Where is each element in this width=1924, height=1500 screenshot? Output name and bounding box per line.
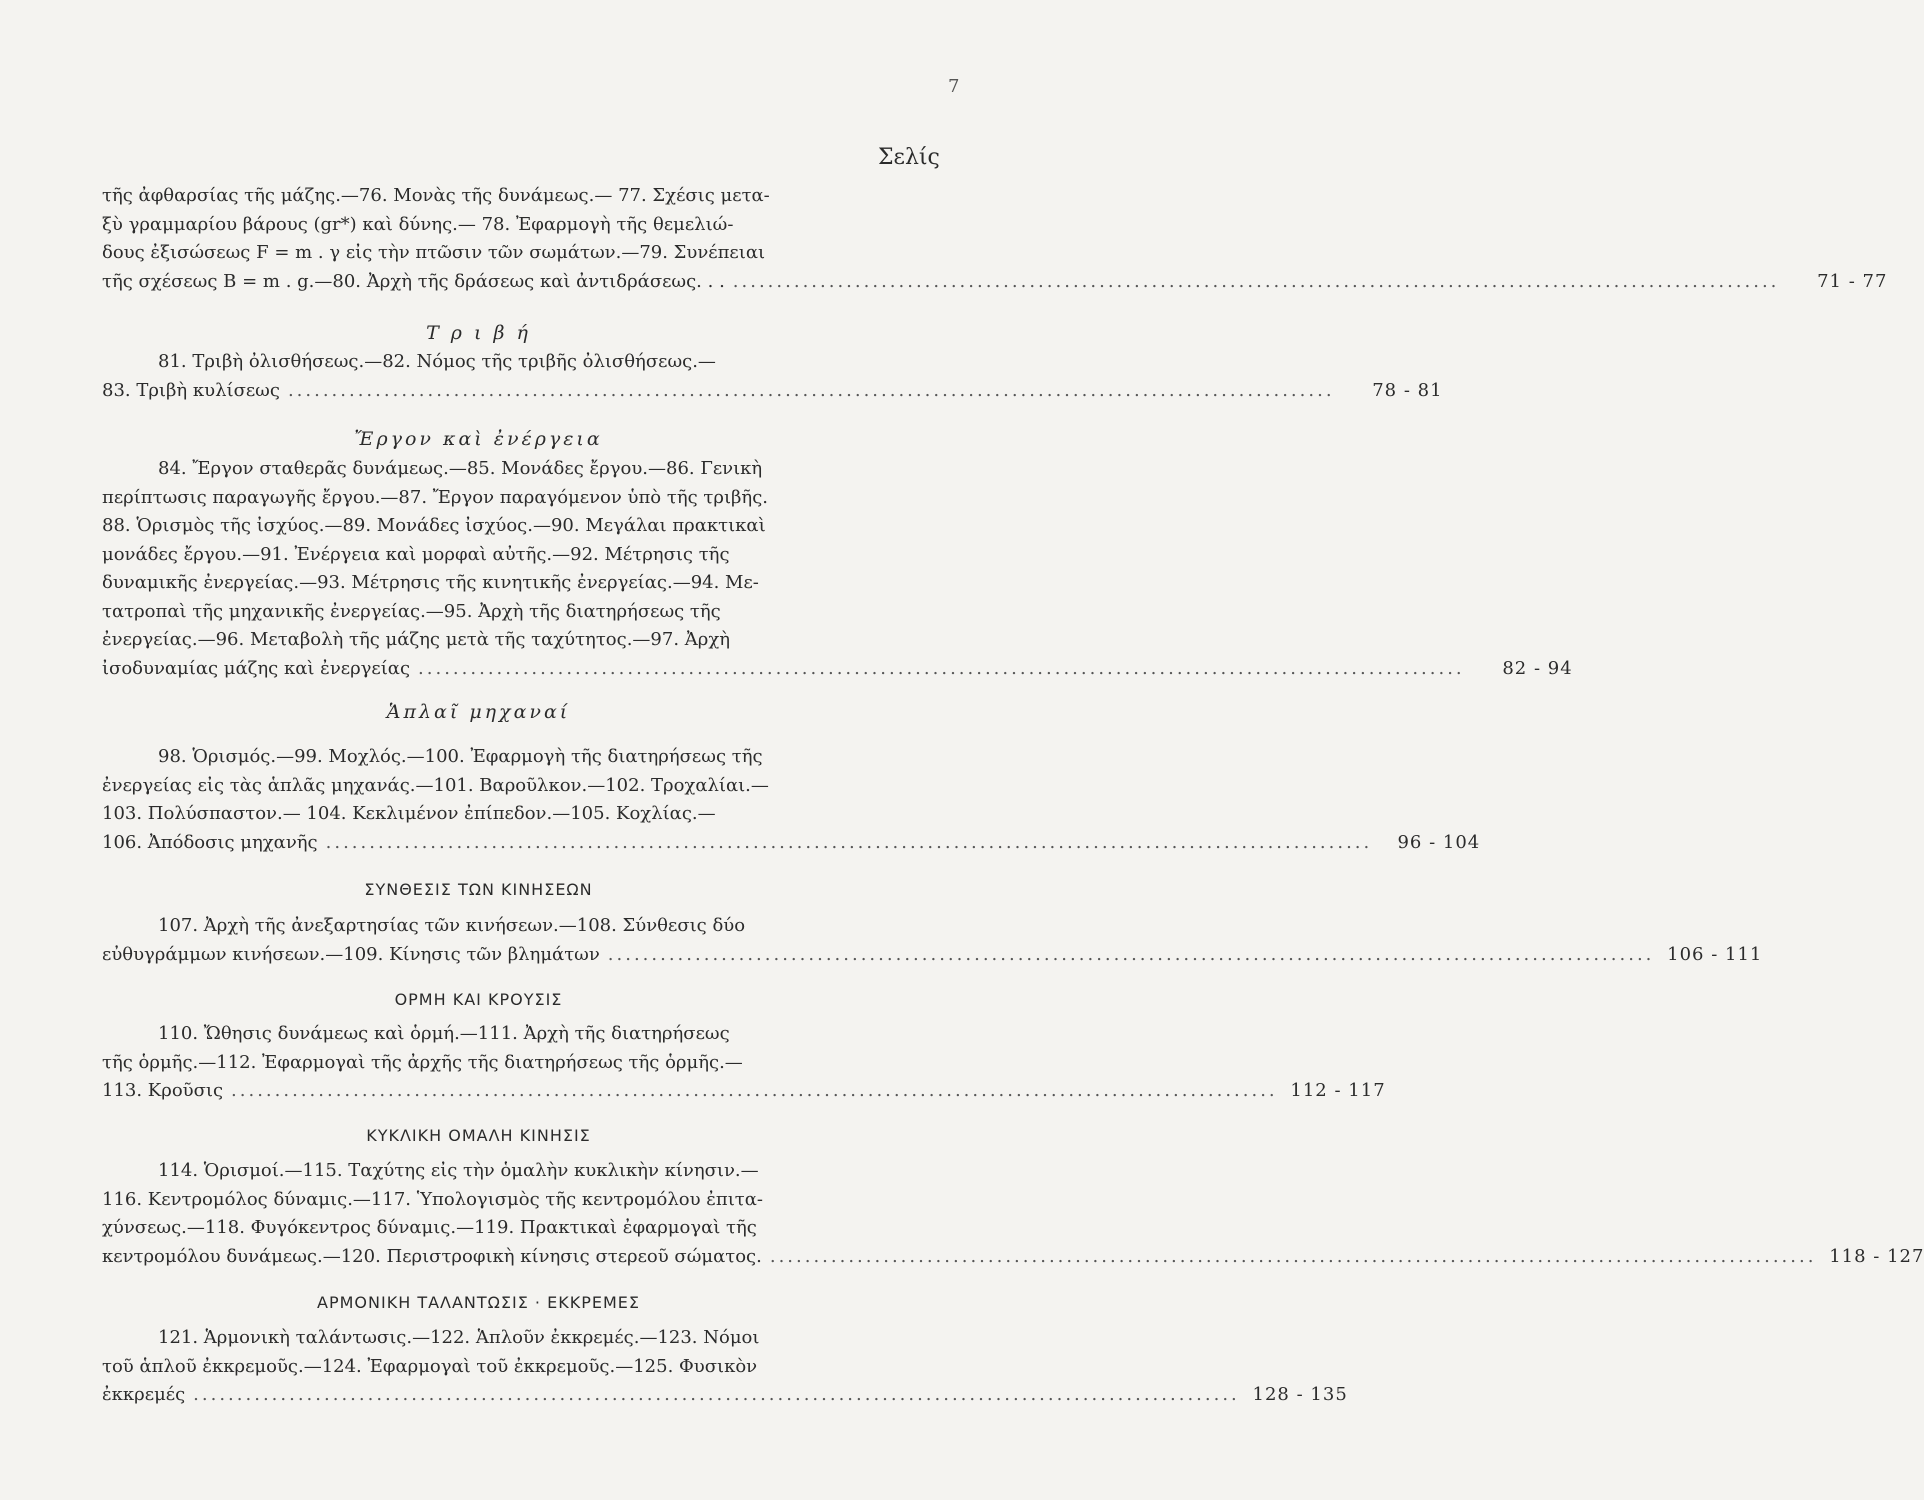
entry-line: εὐθυγράμμων κινήσεων.—109. Κίνησις τῶν βλημάτων [102,943,600,965]
pages-column-header: Σελίς [878,145,940,170]
dot-leader: ........................................................................................................................ [418,657,1465,679]
entry-last-line [102,1243,1924,1272]
entry-line: 110. Ὤθησις δυνάμεως καὶ ὁρμή.—111. Ἀρχὴ τῆς διατηρήσεως [158,1023,730,1044]
page-number: 7 [948,76,960,97]
entry-line: 81. Τριβὴ ὀλισθήσεως.—82. Νόμος τῆς τριβῆς ὀλισθήσεως.— [158,351,716,372]
entry-line: κεντρομόλου δυνάμεως.—120. Περιστροφικὴ κίνησις στερεοῦ σώματος. [102,1245,762,1267]
entry-line: 113. Κροῦσις [102,1080,224,1101]
entry-line: τῆς σχέσεως B = m . g.—80. Ἀρχὴ τῆς δράσεως καὶ ἀντιδράσεως. . . [102,270,725,292]
entry-line: δυναμικῆς ἐνεργείας.—93. Μέτρησις τῆς κινητικῆς ἐνεργείας.—94. Με- [102,572,759,593]
entry-line: 116. Κεντρομόλος δύναμις.—117. Ὑπολογισμὸς τῆς κεντρομόλου ἐπιτα- [102,1188,763,1210]
section-heading-tribi: Τ ρ ι β ή [426,322,531,344]
entry-line: ἐκκρεμές [102,1384,186,1405]
toc-entry-107-109 [102,912,1763,969]
toc-entry-81-83 [102,348,1443,405]
toc-entry-114-120 [102,1157,1924,1271]
entry-line: 84. Ἔργον σταθερᾶς δυνάμεως.—85. Μονάδες ἔργου.—86. Γενικὴ [158,458,763,479]
entry-line: 83. Τριβὴ κυλίσεως [102,379,280,401]
entry-line: 106. Ἀπόδοσις μηχανῆς [102,831,318,853]
entry-line: 114. Ὁρισμοί.—115. Ταχύτης εἰς τὴν ὁμαλὴν κυκλικὴν κίνησιν.— [158,1160,759,1181]
toc-entry-76-80 [102,182,1888,296]
entry-line: ἰσοδυναμίας μάζης καὶ ἐνεργείας [102,657,411,679]
entry-line: 107. Ἀρχὴ τῆς ἀνεξαρτησίας τῶν κινήσεων.—108. Σύνθεσις δύο [158,915,746,936]
page-range: 78 - 81 [1372,379,1443,401]
entry-line: ξὺ γραμμαρίου βάρους (gr*) καὶ δύνης.— 78. Ἐφαρμογὴ τῆς θεμελιώ- [102,213,734,235]
entry-line: 103. Πολύσπαστον.— 104. Κεκλιμένον ἐπίπεδον.—105. Κοχλίας.— [102,803,716,824]
dot-leader: ........................................................................................................................ [231,1080,1278,1101]
entry-last-line [102,941,1763,970]
entry-line: χύνσεως.—118. Φυγόκεντρος δύναμις.—119. Πρακτικαὶ ἐφαρμογαὶ τῆς [102,1217,757,1238]
entry-last-line [102,829,1481,858]
entry-line: τοῦ ἁπλοῦ ἐκκρεμοῦς.—124. Ἐφαρμογαὶ τοῦ ἐκκρεμοῦς.—125. Φυσικὸν [102,1355,758,1377]
toc-entry-110-113 [102,1020,1386,1106]
page-range: 106 - 111 [1667,943,1763,965]
entry-last-line [102,655,1573,684]
section-heading-ormi-krousis: ΟΡΜΗ ΚΑΙ ΚΡΟΥΣΙΣ [394,990,563,1009]
entry-line: περίπτωσις παραγωγῆς ἔργου.—87. Ἔργον παραγόμενον ὑπὸ τῆς τριβῆς. [102,486,768,508]
page-range: 118 - 127 [1829,1245,1924,1267]
page-range: 96 - 104 [1397,831,1481,853]
dot-leader: ........................................................................................................................ [287,379,1335,401]
page-range: 128 - 135 [1252,1384,1348,1405]
entry-line: ἐνεργείας εἰς τὰς ἁπλᾶς μηχανάς.—101. Βαροῦλκον.—102. Τροχαλίαι.— [102,774,769,796]
entry-line: τῆς ἀφθαρσίας τῆς μάζης.—76. Μονὰς τῆς δυνάμεως.— 77. Σχέσις μετα- [102,185,770,206]
section-heading-ergon: Ἔργον καὶ ἐνέργεια [354,428,603,450]
entry-line: δους ἐξισώσεως F = m . γ εἰς τὴν πτῶσιν τῶν σωμάτων.—79. Συνέπειαι [102,242,766,263]
page-range: 112 - 117 [1290,1080,1386,1101]
section-heading-armoniki: ΑΡΜΟΝΙΚΗ ΤΑΛΑΝΤΩΣΙΣ · ΕΚΚΡΕΜΕΣ [317,1293,640,1312]
entry-line: 98. Ὁρισμός.—99. Μοχλός.—100. Ἐφαρμογὴ τῆς διατηρήσεως τῆς [158,746,763,767]
entry-line: τῆς ὁρμῆς.—112. Ἐφαρμογαὶ τῆς ἀρχῆς τῆς διατηρήσεως τῆς ὁρμῆς.— [102,1051,743,1073]
page-range: 82 - 94 [1502,657,1573,679]
toc-entry-121-125 [102,1324,1348,1410]
entry-last-line [102,1077,1386,1106]
entry-line: ἐνεργείας.—96. Μεταβολὴ τῆς μάζης μετὰ τῆς ταχύτητος.—97. Ἀρχὴ [102,629,731,650]
dot-leader: ........................................................................................................................ [193,1384,1240,1405]
entry-last-line [102,377,1443,406]
dot-leader: ........................................................................................................................ [732,270,1780,292]
entry-line: 88. Ὁρισμὸς τῆς ἰσχύος.—89. Μονάδες ἰσχύος.—90. Μεγάλαι πρακτικαὶ [102,515,766,536]
entry-line: μονάδες ἔργου.—91. Ἐνέργεια καὶ μορφαὶ αὐτῆς.—92. Μέτρησις τῆς [102,543,730,565]
section-heading-synthesis: ΣΥΝΘΕΣΙΣ ΤΩΝ ΚΙΝΗΣΕΩΝ [364,880,593,899]
toc-entry-84-97 [102,455,1573,683]
toc-entry-98-106 [102,743,1481,857]
section-heading-kykliki: ΚΥΚΛΙΚΗ ΟΜΑΛΗ ΚΙΝΗΣΙΣ [366,1126,591,1145]
entry-line: 121. Ἁρμονικὴ ταλάντωσις.—122. Ἁπλοῦν ἐκκρεμές.—123. Νόμοι [158,1327,760,1348]
page-range: 71 - 77 [1817,270,1888,292]
entry-last-line [102,268,1888,297]
dot-leader: ........................................................................................................................ [769,1245,1817,1267]
dot-leader: ........................................................................................................................ [325,831,1373,853]
dot-leader: ........................................................................................................................ [607,943,1655,965]
entry-last-line [102,1381,1348,1410]
section-heading-aplai-mihanai: Ἁπλαῖ μηχαναί [386,701,571,723]
entry-line: τατροπαὶ τῆς μηχανικῆς ἐνεργείας.—95. Ἀρχὴ τῆς διατηρήσεως τῆς [102,600,721,622]
